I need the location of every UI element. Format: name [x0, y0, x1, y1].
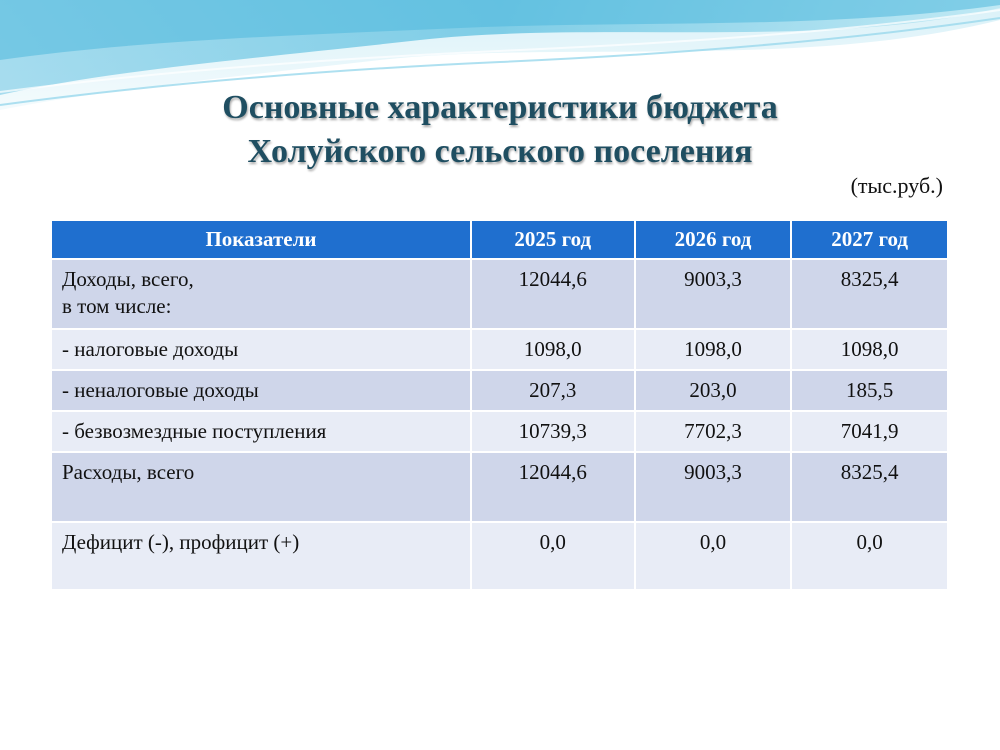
table-row [51, 259, 948, 329]
value-2027: 0,0 [791, 522, 948, 590]
page-title [0, 86, 1000, 174]
budget-table [50, 219, 949, 591]
title-line-1: Основные характеристики бюджета [222, 89, 778, 126]
value-2025: 207,3 [471, 370, 635, 411]
value-2026: 9003,3 [635, 452, 792, 522]
value-2026: 203,0 [635, 370, 792, 411]
column-header-indicator: Показатели [51, 220, 471, 259]
value-2027: 7041,9 [791, 411, 948, 452]
value-2026: 1098,0 [635, 329, 792, 370]
row-label: - налоговые доходы [51, 329, 471, 370]
value-2026: 7702,3 [635, 411, 792, 452]
title-line-2: Холуйского сельского поселения [247, 133, 753, 170]
column-header-2026: 2026 год [635, 220, 792, 259]
table-row [51, 329, 948, 370]
value-2027: 185,5 [791, 370, 948, 411]
value-2027: 8325,4 [791, 452, 948, 522]
row-label: Дефицит (-), профицит (+) [51, 522, 471, 590]
value-2027: 8325,4 [791, 259, 948, 329]
row-label: Доходы, всего, в том числе: [51, 259, 471, 329]
table-row [51, 452, 948, 522]
value-2026: 0,0 [635, 522, 792, 590]
value-2025: 0,0 [471, 522, 635, 590]
value-2025: 10739,3 [471, 411, 635, 452]
value-2025: 12044,6 [471, 259, 635, 329]
table-row [51, 411, 948, 452]
table-header-row [51, 220, 948, 259]
value-2026: 9003,3 [635, 259, 792, 329]
value-2025: 12044,6 [471, 452, 635, 522]
table-row [51, 522, 948, 590]
row-label: - неналоговые доходы [51, 370, 471, 411]
row-label: Расходы, всего [51, 452, 471, 522]
value-2027: 1098,0 [791, 329, 948, 370]
row-label: - безвозмездные поступления [51, 411, 471, 452]
column-header-2027: 2027 год [791, 220, 948, 259]
table-row [51, 370, 948, 411]
units-label: (тыс.руб.) [850, 173, 943, 198]
value-2025: 1098,0 [471, 329, 635, 370]
column-header-2025: 2025 год [471, 220, 635, 259]
